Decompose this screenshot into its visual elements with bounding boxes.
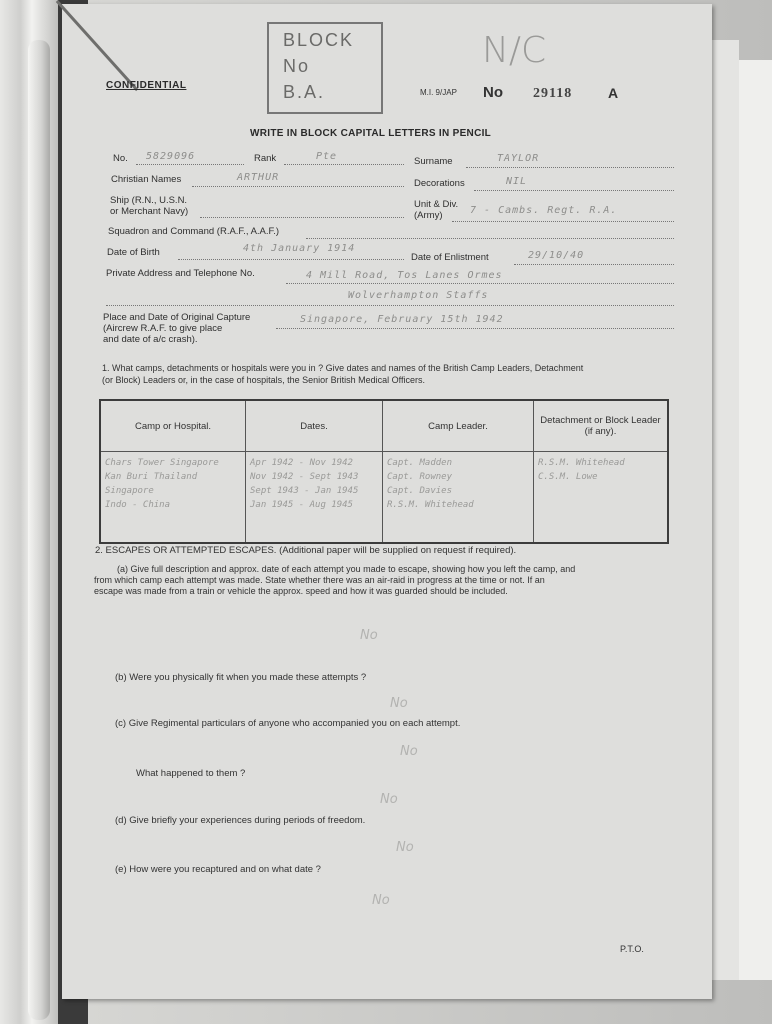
camps-table bbox=[99, 399, 669, 544]
detachment-leader-cells bbox=[534, 452, 669, 544]
question-2c-text: (c) Give Regimental particulars of anyone who accompanied you on each attempt. bbox=[115, 718, 461, 729]
question-2e-text: (e) How were you recaptured and on what date ? bbox=[115, 864, 321, 875]
dob-label: Date of Birth bbox=[107, 247, 160, 258]
camp-cell: Indo - China bbox=[105, 500, 171, 510]
camp-cell: Kan Buri Thailand bbox=[105, 472, 198, 482]
stamp-line-2: No bbox=[283, 56, 311, 76]
decorations-value: NIL bbox=[506, 176, 528, 187]
answer-2a: No bbox=[360, 628, 378, 643]
christian-names-value: ARTHUR bbox=[237, 172, 280, 183]
christian-names-label: Christian Names bbox=[111, 174, 182, 185]
address-label: Private Address and Telephone No. bbox=[106, 268, 255, 279]
rank-line bbox=[284, 164, 404, 165]
capture-label-3: and date of a/c crash). bbox=[103, 334, 198, 345]
question-2a-text-2: from which camp each attempt was made. State whether there was an air-raid in progress at the time or not. If an bbox=[94, 575, 545, 585]
unit-line bbox=[452, 221, 674, 222]
detachment-leader-cell: R.S.M. Whitehead bbox=[538, 458, 625, 468]
block-stamp bbox=[267, 22, 383, 114]
camp-leader-cell: R.S.M. Whitehead bbox=[387, 500, 474, 510]
capture-label-2: (Aircrew R.A.F. to give place bbox=[103, 323, 223, 334]
table-row bbox=[100, 452, 668, 544]
unit-label: Unit & Div. bbox=[414, 199, 459, 210]
question-1-text: 1. What camps, detachments or hospitals were you in ? Give dates and names of the British Camp Leaders, Detachment bbox=[102, 363, 584, 373]
camp-leader-cell: Capt. Rowney bbox=[387, 472, 453, 482]
confidential-label: CONFIDENTIAL bbox=[106, 80, 187, 91]
column-header-dates: Dates. bbox=[246, 400, 383, 452]
column-header-detachment-leader: Detachment or Block Leader (if any). bbox=[534, 400, 669, 452]
capture-line bbox=[276, 328, 674, 329]
no-line bbox=[136, 164, 244, 165]
unit-label-2: (Army) bbox=[414, 210, 443, 221]
address-value-2: Wolverhampton Staffs bbox=[348, 290, 489, 301]
question-2d-text: (d) Give briefly your experiences during periods of freedom. bbox=[115, 815, 366, 826]
decorations-label: Decorations bbox=[414, 178, 465, 189]
ship-line bbox=[200, 217, 404, 218]
address-value-1: 4 Mill Road, Tos Lanes Ormes bbox=[306, 270, 503, 281]
capture-label: Place and Date of Original Capture bbox=[103, 312, 251, 323]
camp-cell: Chars Tower Singapore bbox=[105, 458, 219, 468]
pto-label: P.T.O. bbox=[620, 944, 644, 954]
dob-value: 4th January 1914 bbox=[243, 243, 356, 254]
question-2c-followup: What happened to them ? bbox=[136, 768, 246, 779]
camp-leader-cells bbox=[383, 452, 534, 544]
no-label: No. bbox=[113, 153, 128, 164]
enlistment-label: Date of Enlistment bbox=[411, 252, 489, 263]
answer-2c-followup: No bbox=[380, 792, 398, 807]
squadron-label: Squadron and Command (R.A.F., A.A.F.) bbox=[108, 226, 280, 237]
camp-cell: Singapore bbox=[105, 486, 154, 496]
question-2a-text-3: escape was made from a train or vehicle the approx. speed and how it was guarded should be included. bbox=[94, 586, 508, 596]
form-number: 29118 bbox=[533, 86, 573, 101]
column-header-camp-leader: Camp Leader. bbox=[383, 400, 534, 452]
surname-line bbox=[466, 167, 674, 168]
dates-cell: Apr 1942 - Nov 1942 bbox=[250, 458, 353, 468]
question-1-text-2: (or Block) Leaders or, in the case of hospitals, the Senior British Medical Officers. bbox=[102, 375, 425, 385]
number-label: No bbox=[483, 84, 503, 101]
question-2a-text: (a) Give full description and approx. date of each attempt you made to escape, showing how you left the camp, and bbox=[117, 564, 576, 574]
answer-2b: No bbox=[390, 696, 408, 711]
camp-leader-cell: Capt. Madden bbox=[387, 458, 453, 468]
rank-value: Pte bbox=[316, 151, 338, 162]
detachment-leader-cell: C.S.M. Lowe bbox=[538, 472, 598, 482]
christian-names-line bbox=[192, 186, 404, 187]
ship-label-2: or Merchant Navy) bbox=[110, 206, 189, 217]
dates-cells bbox=[246, 452, 383, 544]
no-value: 5829096 bbox=[146, 151, 196, 162]
dob-line bbox=[178, 259, 404, 260]
nc-handwritten-mark: N/C bbox=[482, 30, 547, 71]
capture-value: Singapore, February 15th 1942 bbox=[300, 314, 504, 325]
enlistment-line bbox=[514, 264, 674, 265]
binding-roll bbox=[28, 40, 50, 1020]
surname-label: Surname bbox=[414, 156, 453, 167]
column-header-camp: Camp or Hospital. bbox=[100, 400, 246, 452]
stamp-line-3: B.A. bbox=[283, 82, 326, 102]
address-line-1 bbox=[286, 283, 674, 284]
form-suffix: A bbox=[608, 85, 619, 101]
camp-cells bbox=[100, 452, 246, 544]
ship-label: Ship (R.N., U.S.N. bbox=[110, 195, 188, 206]
answer-2d: No bbox=[396, 840, 414, 855]
answer-2e: No bbox=[372, 893, 390, 908]
enlistment-value: 29/10/40 bbox=[528, 250, 585, 261]
form-reference: M.I. 9/JAP bbox=[420, 88, 457, 97]
table-header-row bbox=[100, 400, 668, 452]
stamp-line-1: BLOCK bbox=[283, 30, 355, 50]
surname-value: TAYLOR bbox=[497, 153, 540, 164]
dates-cell: Nov 1942 - Sept 1943 bbox=[250, 472, 359, 482]
camp-leader-cell: Capt. Davies bbox=[387, 486, 453, 496]
dates-cell: Sept 1943 - Jan 1945 bbox=[250, 486, 359, 496]
question-2-title: 2. ESCAPES OR ATTEMPTED ESCAPES. (Additional paper will be supplied on request if required). bbox=[95, 545, 517, 556]
unit-value: 7 - Cambs. Regt. R.A. bbox=[470, 205, 618, 216]
rank-label: Rank bbox=[254, 153, 277, 164]
instruction-heading: WRITE IN BLOCK CAPITAL LETTERS IN PENCIL bbox=[250, 128, 492, 139]
answer-2c: No bbox=[400, 744, 418, 759]
dates-cell: Jan 1945 - Aug 1945 bbox=[250, 500, 353, 510]
decorations-line bbox=[474, 190, 674, 191]
address-line-2 bbox=[106, 305, 674, 306]
squadron-line bbox=[306, 238, 674, 239]
question-2b-text: (b) Were you physically fit when you made these attempts ? bbox=[115, 672, 367, 683]
